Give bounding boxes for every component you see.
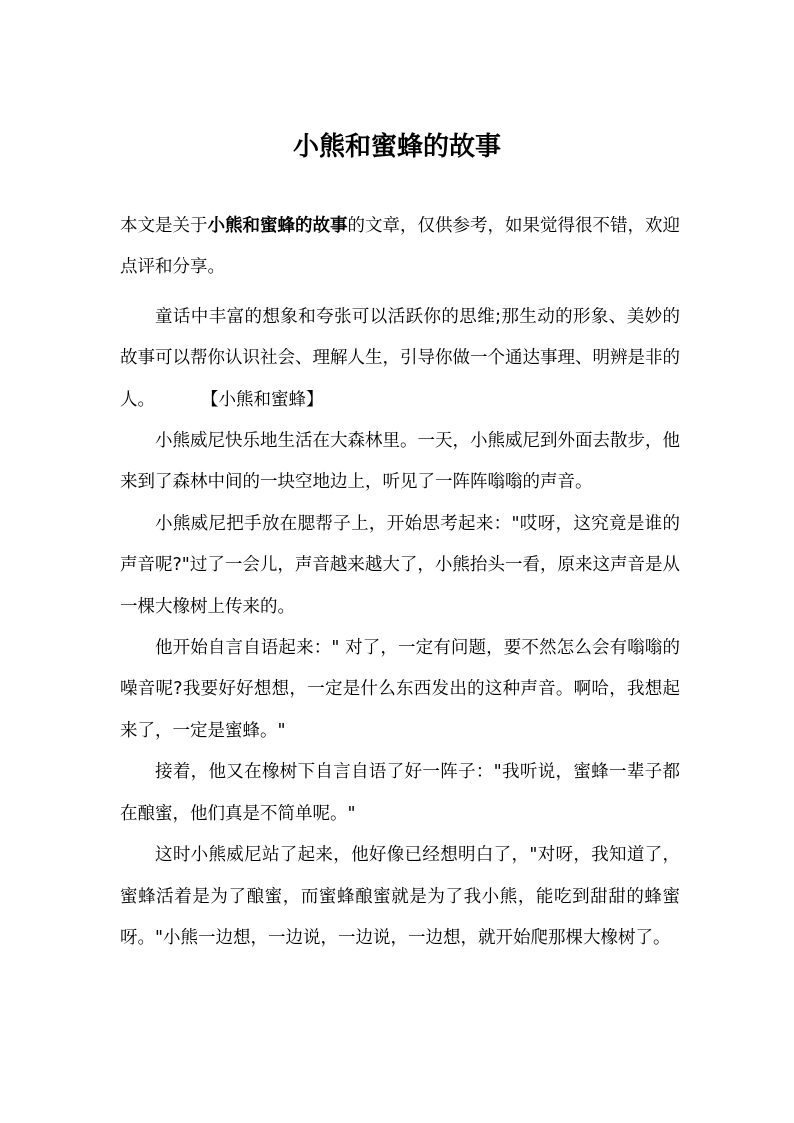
intro-paragraph [120,206,680,289]
document-title: 小熊和蜜蜂的故事 [292,132,501,163]
intro-prefix: 本文是关于 [120,216,208,236]
intro-highlight: 小熊和蜜蜂的故事 [207,216,348,236]
story-paragraph-5: 这时小熊威尼站了起来，他好像已经想明白了，"对呀，我知道了，蜜蜂活着是为了酿蜜，而蜜蜂酿蜜就是为了我小熊，能吃到甜甜的蜂蜜呀。"小熊一边想，一边说，一边说，一边想，就开始爬那棵大橡树了。 [120,845,680,948]
intro-suffix: 的文章，仅供参考，如果觉得很不错，欢迎点评和分享。 [120,216,680,278]
preface-text: 童话中丰富的想象和夸张可以活跃你的思维;那生动的形象、美妙的故事可以帮你认识社会、理解人生，引导你做一个通达事理、明辨是非的人。 [120,306,680,410]
story-paragraph-3: 他开始自言自语起来：" 对了，一定有问题，要不然怎么会有嗡嗡的噪音呢?我要好好想想，一定是什么东西发出的这种声音。啊哈，我想起来了，一定是蜜蜂。" [120,638,680,741]
story-paragraph-2: 小熊威尼把手放在腮帮子上，开始思考起来："哎呀，这究竟是谁的声音呢?"过了一会儿，声音越来越大了，小熊抬头一看，原来这声音是从一棵大橡树上传来的。 [120,513,680,617]
story-section-tag: 【小熊和蜜蜂】 [201,389,324,410]
story-paragraph-4: 接着，他又在橡树下自言自语了好一阵子："我听说，蜜蜂一辈子都在酿蜜，他们真是不简单呢。" [120,762,680,824]
story-paragraph-1: 小熊威尼快乐地生活在大森林里。一天，小熊威尼到外面去散步，他来到了森林中间的一块空地边上，听见了一阵阵嗡嗡的声音。 [120,431,680,493]
document-body [120,206,680,959]
preface-paragraph [120,297,680,421]
